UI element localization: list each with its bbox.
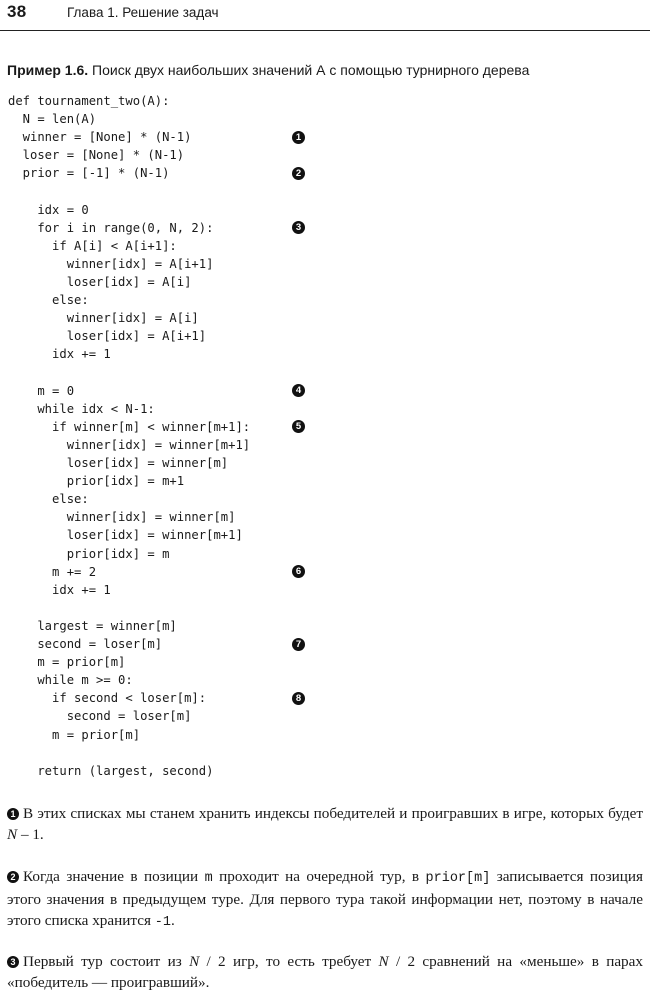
code-callout-marker: 1 <box>292 131 305 144</box>
code-line: for i in range(0, N, 2): <box>8 220 214 235</box>
code-line: while idx < N-1: <box>8 401 155 416</box>
code-line: winner[idx] = A[i] <box>8 311 199 326</box>
note-1-var: N <box>7 826 18 843</box>
code-line: idx += 1 <box>8 347 111 362</box>
code-line: idx += 1 <box>8 582 111 597</box>
code-line: winner[idx] = A[i+1] <box>8 256 214 271</box>
code-line: m = prior[m] <box>8 655 126 670</box>
page-header <box>0 0 650 30</box>
note-2-text-b: проходит на очередной тур, в <box>212 868 426 885</box>
code-line: if A[i] < A[i+1]: <box>8 238 177 253</box>
code-line: m = prior[m] <box>8 727 141 742</box>
code-line: def tournament_two(A): <box>8 94 170 108</box>
code-callout-marker: 2 <box>292 167 305 180</box>
code-line: if second < loser[m]: <box>8 691 207 706</box>
code-line: winner = [None] * (N-1) <box>8 130 192 145</box>
code-line: largest = winner[m] <box>8 618 177 633</box>
example-caption <box>7 62 647 78</box>
code-line: if winner[m] < winner[m+1]: <box>8 419 251 434</box>
page-number: 38 <box>7 2 27 21</box>
note-marker-1: 1 <box>7 808 19 820</box>
running-head: Глава 1. Решение задач <box>67 5 219 20</box>
code-line: prior = [-1] * (N-1) <box>8 166 170 181</box>
code-line: return (largest, second) <box>8 763 214 778</box>
code-line: prior[idx] = m <box>8 546 170 561</box>
code-callout-marker: 6 <box>292 565 305 578</box>
code-callout-marker: 3 <box>292 221 305 234</box>
note-marker-3: 3 <box>7 956 19 968</box>
code-line: else: <box>8 293 89 308</box>
note-1 <box>7 803 643 845</box>
code-line: else: <box>8 492 89 507</box>
note-3-text-b: / 2 игр, то есть требует <box>199 953 379 970</box>
code-callout-marker: 8 <box>292 692 305 705</box>
note-1-text-a: В этих списках мы станем хранить индексы победителей и проигравших в игре, которых будет <box>23 805 643 822</box>
code-line: second = loser[m] <box>8 709 192 724</box>
code-line: idx = 0 <box>8 202 89 217</box>
code-line: m += 2 <box>8 564 97 579</box>
code-line: loser[idx] = A[i+1] <box>8 329 207 344</box>
code-line: prior[idx] = m+1 <box>8 474 185 489</box>
code-line: winner[idx] = winner[m+1] <box>8 437 251 452</box>
code-line: loser = [None] * (N-1) <box>8 148 185 163</box>
code-callout-marker: 7 <box>292 638 305 651</box>
note-3-text-a: Первый тур состоит из <box>23 953 190 970</box>
example-label: Пример 1.6. <box>7 62 89 78</box>
note-2 <box>7 866 643 933</box>
example-title: Поиск двух наибольших значений А с помощью турнирного дерева <box>92 62 530 78</box>
note-marker-2: 2 <box>7 871 19 883</box>
header-rule <box>0 30 650 31</box>
code-line: loser[idx] = winner[m+1] <box>8 528 243 543</box>
code-line: N = len(A) <box>8 112 97 127</box>
note-2-text-c: записывается позиция этого значения в предыдущем туре. Для первого тура такой информации нет, поэтому в начале этого списка хранится <box>7 868 643 929</box>
note-3-var-a: N <box>189 953 200 970</box>
note-1-text-b: – 1. <box>17 826 44 843</box>
code-callout-marker: 4 <box>292 384 305 397</box>
note-2-code-prior: prior[m] <box>425 871 491 886</box>
note-3 <box>7 951 643 993</box>
code-line: loser[idx] = winner[m] <box>8 456 229 470</box>
code-line: loser[idx] = A[i] <box>8 275 192 289</box>
code-line: second = loser[m] <box>8 637 163 651</box>
code-line: winner[idx] = winner[m] <box>8 510 236 525</box>
note-2-code-minus-one: -1 <box>154 915 171 930</box>
code-line: while m >= 0: <box>8 673 133 688</box>
note-3-var-b: N <box>378 953 389 970</box>
note-3-text-c: / 2 сравнений на «меньше» в парах «победитель — проигравший». <box>7 953 643 991</box>
code-line: m = 0 <box>8 383 75 398</box>
code-callout-marker: 5 <box>292 420 305 433</box>
note-2-text-a: Когда значение в позиции <box>23 868 205 885</box>
note-2-text-d: . <box>170 912 175 929</box>
note-2-code-m: m <box>204 871 213 886</box>
